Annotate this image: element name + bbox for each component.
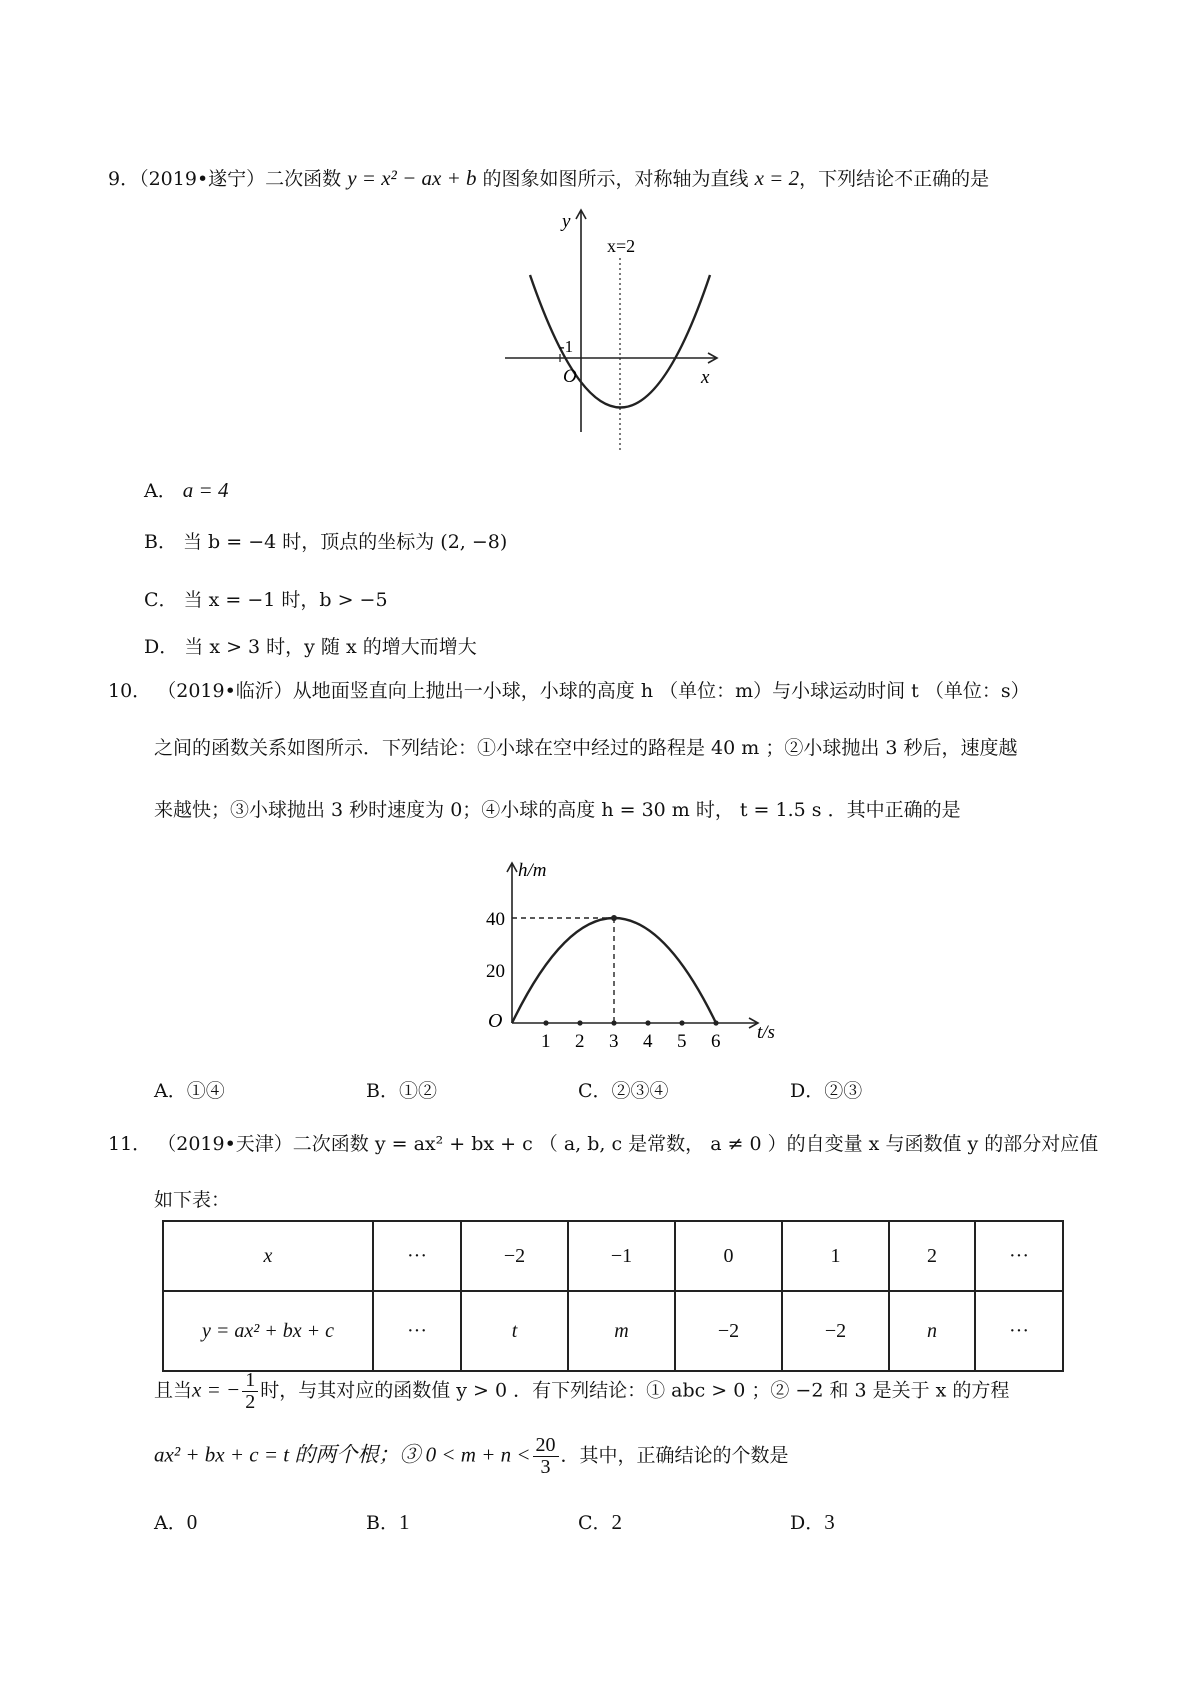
table-cell: −2: [675, 1291, 782, 1371]
q11-fraction-20-3: [533, 1435, 559, 1478]
q9-formula: y = x² − ax + b: [347, 166, 477, 190]
q11-option-b-text: 1: [398, 1510, 410, 1534]
q10-ytick-20: 20: [486, 961, 505, 982]
table-cell: t: [461, 1291, 568, 1371]
q11-line3-a: 且当: [154, 1379, 193, 1402]
q9-option-b[interactable]: [144, 527, 507, 554]
table-cell: ···: [975, 1291, 1063, 1371]
q9-option-b-label: B．: [144, 531, 177, 553]
q9-option-d-text: 当 x > 3 时，y 随 x 的增大而增大: [184, 636, 477, 658]
q9-option-d-label: D．: [144, 636, 179, 658]
q9-option-c[interactable]: [144, 585, 388, 612]
q10-xtick-1: 1: [541, 1031, 551, 1052]
q9-parabola-graph: [495, 200, 735, 460]
q9-tick-neg1-label: -1: [559, 337, 574, 356]
table-row: [163, 1291, 1063, 1371]
q11-fraction-half: [242, 1370, 258, 1413]
q9-option-c-text: 当 x = −1 时，b > −5: [183, 589, 388, 611]
q11-stem-line2: 如下表：: [154, 1189, 231, 1211]
q10-xtick-dot-4: [645, 1020, 650, 1025]
q10-ytick-40: 40: [486, 909, 505, 930]
q9-axis-y-label: y: [562, 211, 571, 232]
q11-stem-line3: [154, 1370, 1009, 1413]
q9-text-b: 的图象如图所示，对称轴为直线: [482, 168, 749, 190]
q10-option-c[interactable]: [578, 1076, 669, 1103]
q10-xtick-2: 2: [575, 1031, 585, 1052]
q11-option-a[interactable]: [154, 1508, 197, 1535]
q9-number: 9．: [108, 168, 140, 190]
q11-frac2-den: 3: [540, 1456, 551, 1478]
q11-option-a-label: A．: [154, 1512, 187, 1534]
table-cell: m: [568, 1291, 675, 1371]
q10-number: 10．: [108, 680, 152, 702]
q11-frac1-den: 2: [245, 1391, 256, 1413]
table-cell: ···: [373, 1221, 461, 1291]
q11-option-d-label: D．: [790, 1512, 825, 1534]
q11-line4-b: ．其中，正确结论的个数是: [560, 1444, 789, 1467]
q11-line3-b: x = −: [192, 1377, 241, 1402]
q10-xtick-3: 3: [609, 1031, 619, 1052]
q11-option-d[interactable]: [790, 1508, 835, 1535]
table-cell: −2: [461, 1221, 568, 1291]
q11-option-c-label: C．: [578, 1512, 612, 1534]
q10-stem-line3: 来越快；③小球抛出 3 秒时速度为 0；④小球的高度 h = 30 m 时， t = 1.5 s ．其中正确的是: [154, 799, 961, 821]
q10-xtick-4: 4: [643, 1031, 653, 1052]
q11-option-b-label: B．: [366, 1512, 399, 1534]
q11-frac1-num: 1: [242, 1370, 258, 1392]
q10-xtick-dot-2: [577, 1020, 582, 1025]
q10-line1-text: （2019•临沂）从地面竖直向上抛出一小球，小球的高度 h （单位：m）与小球运动时间 t （单位：s）: [157, 680, 1030, 702]
q9-text-c: ，下列结论不正确的是: [799, 168, 990, 190]
q11-number: 11．: [108, 1133, 152, 1155]
q10-option-d[interactable]: [790, 1076, 862, 1103]
q10-origin-label: O: [488, 1010, 503, 1032]
q10-option-b[interactable]: [366, 1076, 437, 1103]
q11-option-d-text: 3: [824, 1510, 835, 1534]
q10-stem-line2: 之间的函数关系如图所示．下列结论：①小球在空中经过的路程是 40 m ；②小球抛出 3 秒后，速度越: [154, 737, 1018, 759]
q9-option-a-label: A．: [144, 480, 177, 502]
q9-axis-x-label: x: [701, 367, 710, 388]
table-cell: 1: [782, 1221, 889, 1291]
q9-option-c-label: C．: [144, 589, 178, 611]
q11-line1-text: （2019•天津）二次函数 y = ax² + bx + c （ a, b, c 是常数， a ≠ 0 ）的自变量 x 与函数值 y 的部分对应值: [157, 1133, 1099, 1155]
q10-xtick-dot-1: [543, 1020, 548, 1025]
q10-xtick-dot-5: [679, 1020, 684, 1025]
q10-curve: [512, 918, 716, 1023]
q10-height-graph: [470, 855, 800, 1075]
q10-option-a[interactable]: [154, 1076, 225, 1103]
q9-text-a: 二次函数: [265, 168, 342, 190]
q10-option-c-text: ②③④: [611, 1080, 669, 1102]
table-cell: 2: [889, 1221, 975, 1291]
table-cell: −2: [782, 1291, 889, 1371]
table-cell: 0: [675, 1221, 782, 1291]
q10-xtick-5: 5: [677, 1031, 687, 1052]
q10-option-d-text: ②③: [824, 1080, 863, 1102]
table-cell: ···: [373, 1291, 461, 1371]
q10-ylabel: h/m: [518, 860, 547, 881]
q9-axis-formula: x = 2: [754, 166, 800, 190]
table-cell: y = ax² + bx + c: [163, 1291, 373, 1371]
q10-xlabel: t/s: [757, 1022, 775, 1043]
q10-stem-line1: [108, 680, 1030, 703]
q10-option-b-label: B．: [366, 1080, 399, 1102]
q10-xtick-6: 6: [711, 1031, 721, 1052]
q9-option-a[interactable]: [144, 476, 228, 503]
table-row: [163, 1221, 1063, 1291]
q11-line4-a: ax² + bx + c = t 的两个根；③ 0 < m + n <: [154, 1442, 531, 1467]
q9-sym-label: x=2: [607, 236, 636, 256]
table-cell: x: [163, 1221, 373, 1291]
q9-option-b-text: 当 b = −4 时，顶点的坐标为 (2, −8): [183, 531, 508, 553]
q11-option-b[interactable]: [366, 1508, 409, 1535]
q9-stem: [108, 166, 989, 191]
q11-option-c-text: 2: [611, 1510, 623, 1534]
q11-stem-line1: [108, 1133, 1098, 1156]
q10-option-c-label: C．: [578, 1080, 612, 1102]
q11-stem-line4: [154, 1435, 789, 1478]
q10-option-b-text: ①②: [398, 1080, 437, 1102]
q10-peak-dot: [611, 915, 617, 921]
q10-xtick-dot-6: [713, 1020, 718, 1025]
q9-origin-label: O: [563, 366, 577, 387]
q9-option-d[interactable]: [144, 632, 477, 659]
q11-frac2-num: 20: [533, 1435, 559, 1457]
q9-option-a-text: a = 4: [182, 478, 229, 502]
q9-source: （2019•遂宁）: [139, 168, 266, 190]
q11-value-table: [162, 1220, 1064, 1372]
q10-option-a-text: ①④: [186, 1080, 225, 1102]
q10-xtick-dot-3: [611, 1020, 616, 1025]
q10-option-d-label: D．: [790, 1080, 825, 1102]
q11-option-a-text: 0: [186, 1510, 198, 1534]
table-cell: −1: [568, 1221, 675, 1291]
table-cell: n: [889, 1291, 975, 1371]
q10-option-a-label: A．: [154, 1080, 187, 1102]
table-cell: ···: [975, 1221, 1063, 1291]
q11-option-c[interactable]: [578, 1508, 622, 1535]
q11-line3-c: 时，与其对应的函数值 y > 0 ．有下列结论：① abc > 0 ；② −2 和 3 是关于 x 的方程: [260, 1379, 1010, 1402]
